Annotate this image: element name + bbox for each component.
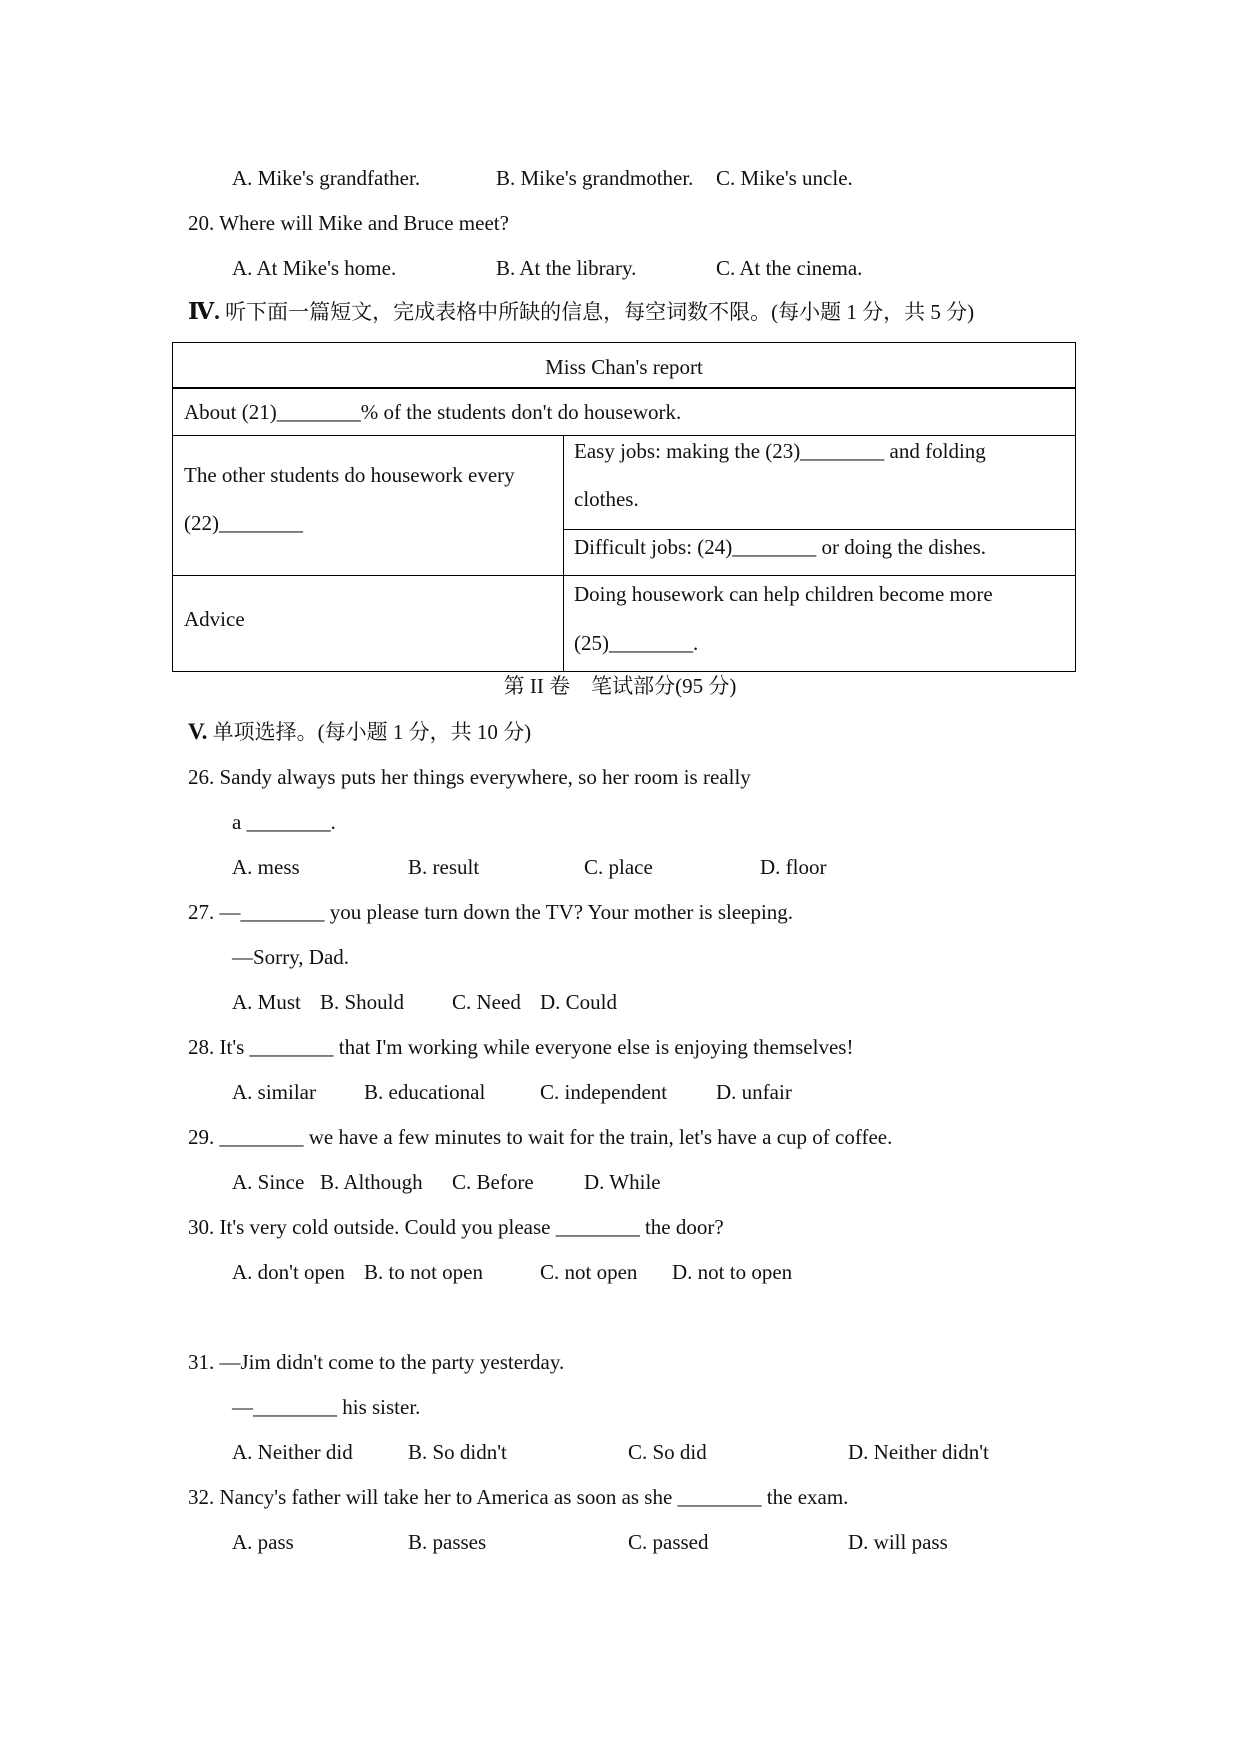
q32-option-d: D. will pass [848,1530,948,1554]
q27-option-d: D. Could [540,990,618,1014]
q32-option-a: A. pass [232,1530,294,1554]
q27-option-c: C. Need [452,990,521,1014]
q19-option-b: B. Mike's grandmother. [496,166,694,190]
q28-option-a: A. similar [232,1080,316,1104]
q31-option-c: C. So did [628,1440,707,1464]
q30-option-d: D. not to open [672,1260,793,1284]
q31-stem: 31. —Jim didn't come to the party yesterday. [188,1350,565,1374]
q30-option-a: A. don't open [232,1260,345,1284]
q20-option-b: B. At the library. [496,256,637,280]
q26-option-d: D. floor [760,855,827,879]
table-rule [564,529,1075,530]
q31-option-a: A. Neither did [232,1440,353,1464]
q27-reply: —Sorry, Dad. [232,945,350,969]
section-4-instructions: 听下面一篇短文，完成表格中所缺的信息，每空词数不限。(每小题 1 分，共 5 分) [219,300,975,324]
easy-jobs-line-2: clothes. [574,487,639,511]
table-rule [173,435,1075,436]
q29-option-d: D. While [584,1170,661,1194]
q20-option-c: C. At the cinema. [716,256,863,280]
q28-option-d: D. unfair [716,1080,792,1104]
q28-option-b: B. educational [364,1080,486,1104]
section-5-instructions: 单项选择。(每小题 1 分，共 10 分) [207,720,532,744]
q27-option-a: A. Must [232,990,301,1014]
q32-option-b: B. passes [408,1530,487,1554]
q26-stem-cont: a ________. [232,810,336,834]
advice-label: Advice [184,607,245,631]
q19-option-c: C. Mike's uncle. [716,166,853,190]
q30-option-b: B. to not open [364,1260,483,1284]
table-rule [173,387,1075,389]
q26-option-c: C. place [584,855,653,879]
difficult-jobs: Difficult jobs: (24)________ or doing the dishes. [574,535,986,559]
q31-option-b: B. So didn't [408,1440,507,1464]
table-column-rule [563,435,564,671]
report-table [172,342,1076,672]
row-blank-21: About (21)________% of the students don't do housework. [184,400,682,424]
q28-option-c: C. independent [540,1080,668,1104]
q20-option-a: A. At Mike's home. [232,256,397,280]
advice-line-2: (25)________. [574,631,699,655]
q26-stem: 26. Sandy always puts her things everywhere, so her room is really [188,765,751,789]
blank-22: (22)________ [184,511,303,535]
q20-stem: 20. Where will Mike and Bruce meet? [188,211,509,235]
report-title: Miss Chan's report [545,355,703,379]
advice-line-1: Doing housework can help children become more [574,582,993,606]
section-4-number: Ⅳ. [188,299,220,324]
q31-reply: —________ his sister. [232,1395,421,1419]
q26-option-a: A. mess [232,855,300,879]
q29-option-c: C. Before [452,1170,534,1194]
q27-stem: 27. —________ you please turn down the TV? Your mother is sleeping. [188,900,794,924]
volume-2-title: 第 II 卷 笔试部分(95 分) [503,674,737,698]
section-4-heading [188,299,974,325]
q32-option-c: C. passed [628,1530,709,1554]
section-5-heading [188,719,531,745]
q31-option-d: D. Neither didn't [848,1440,989,1464]
q29-option-a: A. Since [232,1170,305,1194]
easy-jobs-line-1: Easy jobs: making the (23)________ and folding [574,439,986,463]
other-students-label: The other students do housework every [184,463,515,487]
q30-stem: 30. It's very cold outside. Could you please ________ the door? [188,1215,724,1239]
q27-option-b: B. Should [320,990,405,1014]
q32-stem: 32. Nancy's father will take her to America as soon as she ________ the exam. [188,1485,849,1509]
q30-option-c: C. not open [540,1260,638,1284]
q26-option-b: B. result [408,855,480,879]
section-5-number: V. [188,719,208,744]
q19-option-a: A. Mike's grandfather. [232,166,421,190]
q29-stem: 29. ________ we have a few minutes to wait for the train, let's have a cup of coffee. [188,1125,893,1149]
q28-stem: 28. It's ________ that I'm working while everyone else is enjoying themselves! [188,1035,854,1059]
table-rule [173,575,1075,576]
q29-option-b: B. Although [320,1170,423,1194]
